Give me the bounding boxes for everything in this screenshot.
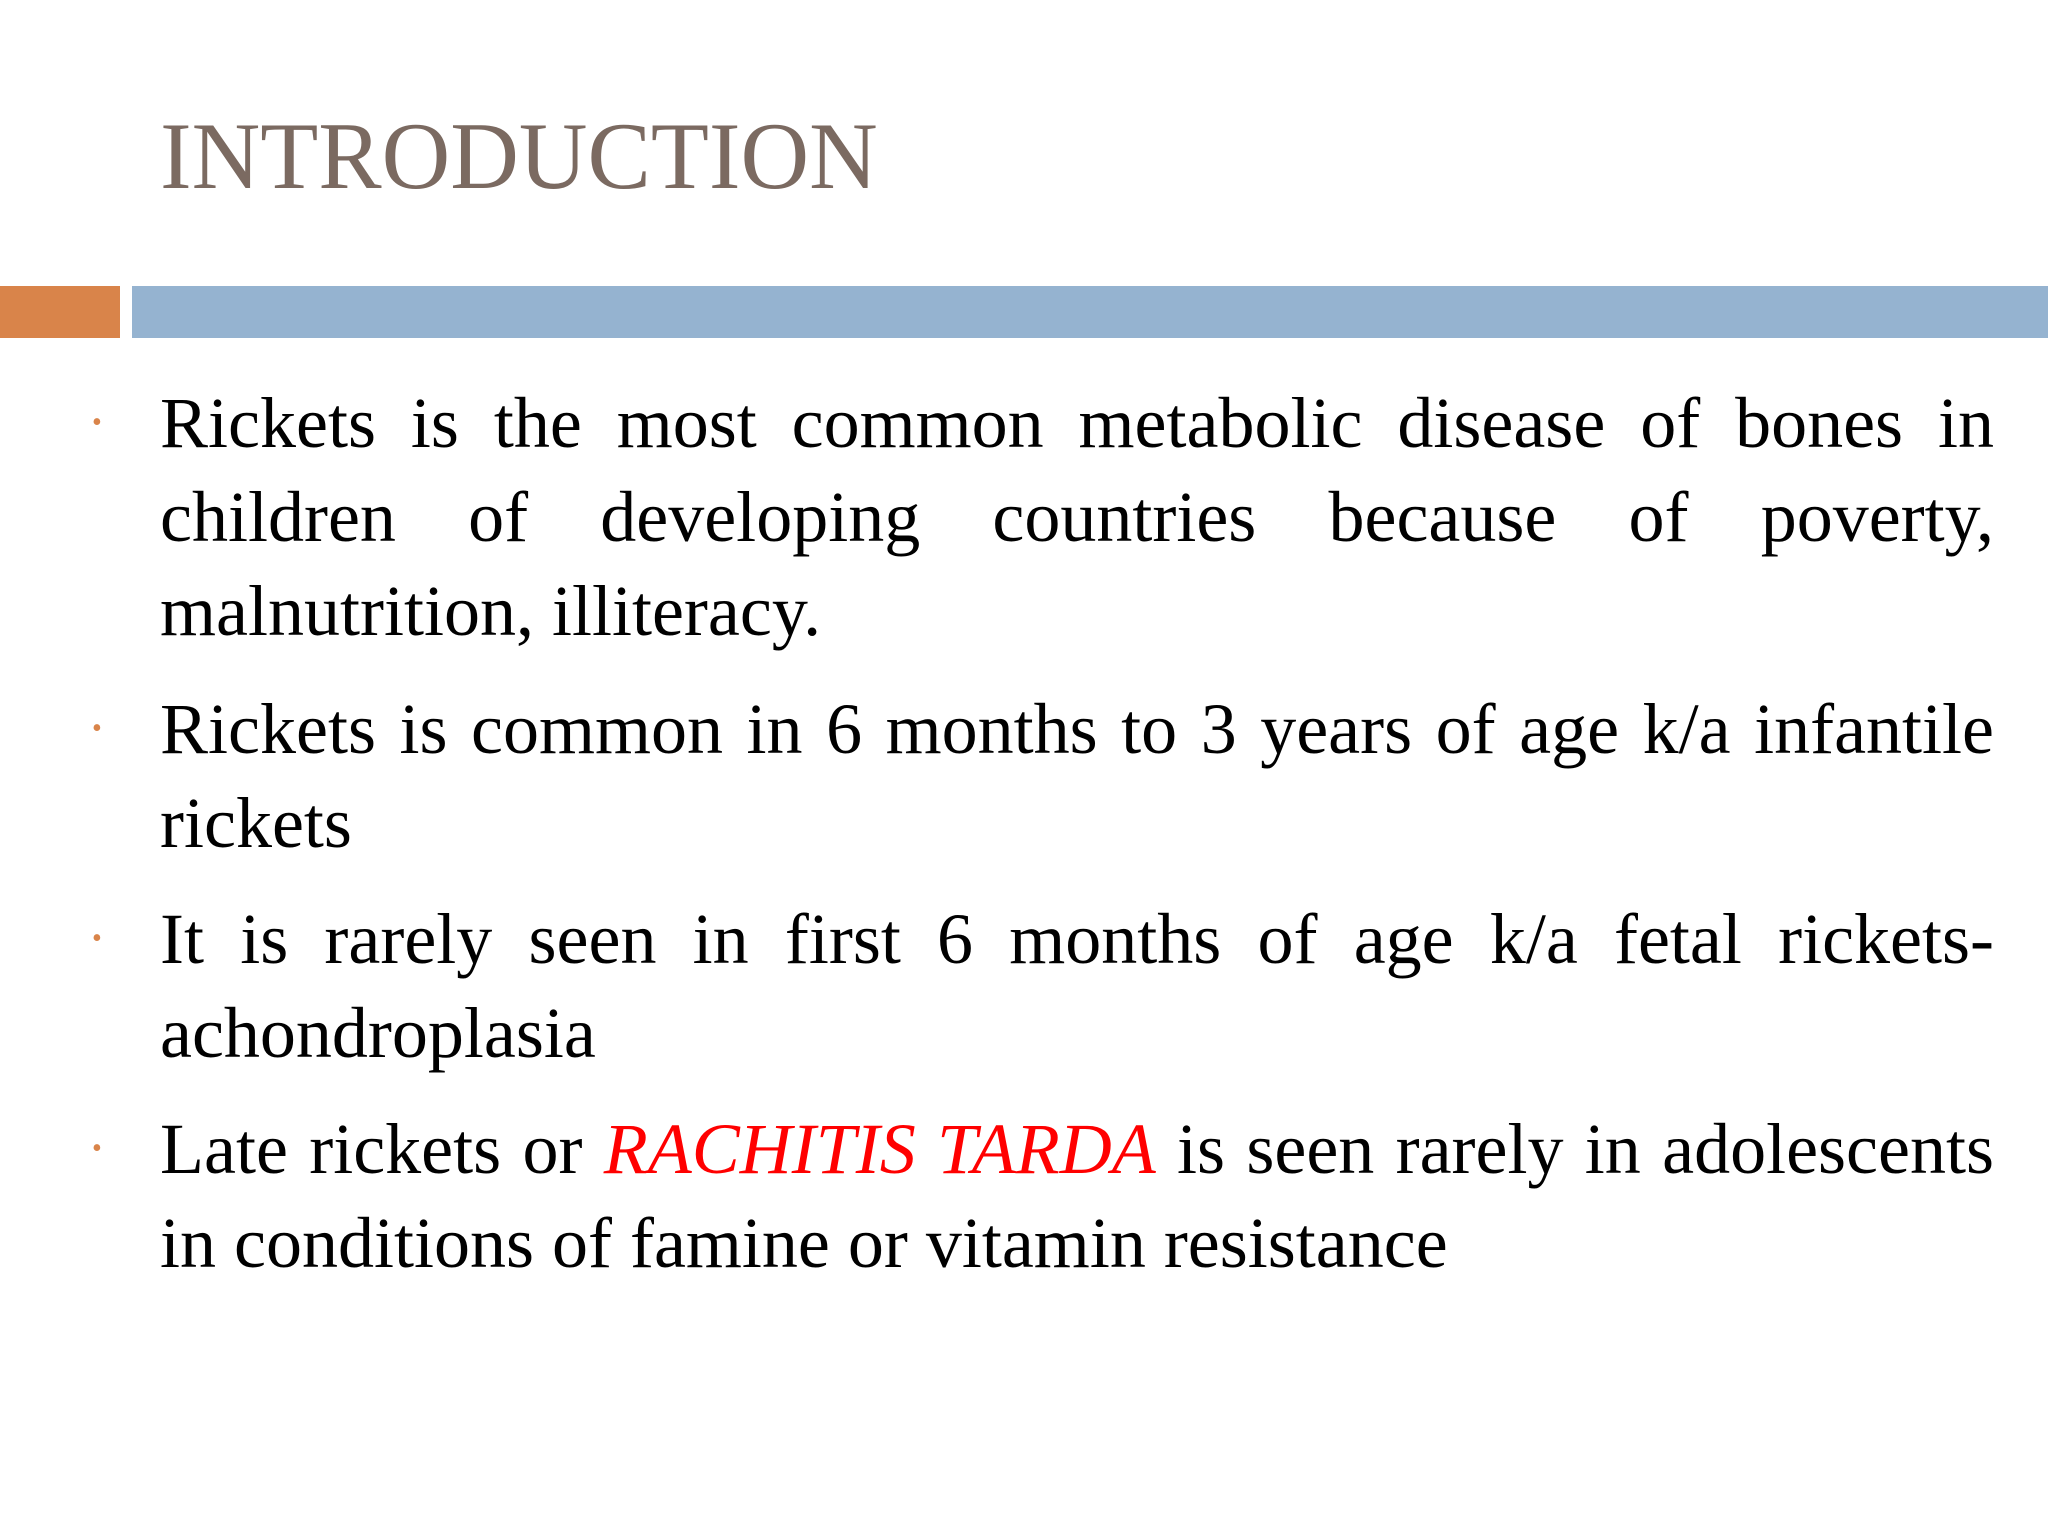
accent-bar-orange (0, 286, 120, 338)
bullet-dot-icon: • (92, 407, 102, 438)
bullet-text: It is rarely seen in first 6 months of age k/a fetal rickets-achondroplasia (160, 899, 1994, 1073)
bullet-dot-icon: • (92, 713, 102, 744)
bullet-text-after: is seen rarely in adolescents in conditions of famine or vitamin resistance (160, 1109, 1994, 1283)
slide-title: INTRODUCTION (160, 103, 878, 209)
bullet-item (92, 682, 1994, 870)
accent-bar-blue (132, 286, 2048, 338)
bullet-item (92, 1102, 1994, 1290)
bullet-item (92, 376, 1994, 658)
bullet-text: Rickets is the most common metabolic disease of bones in children of developing countries because of poverty, malnutrition, illiteracy. (160, 383, 1994, 651)
highlighted-term: RACHITIS TARDA (603, 1109, 1156, 1189)
bullet-item (92, 892, 1994, 1080)
bullet-dot-icon: • (92, 1133, 102, 1164)
bullet-text: Rickets is common in 6 months to 3 years of age k/a infantile rickets (160, 689, 1994, 863)
bullet-dot-icon: • (92, 923, 102, 954)
bullet-text-before: Late rickets or (160, 1109, 604, 1189)
